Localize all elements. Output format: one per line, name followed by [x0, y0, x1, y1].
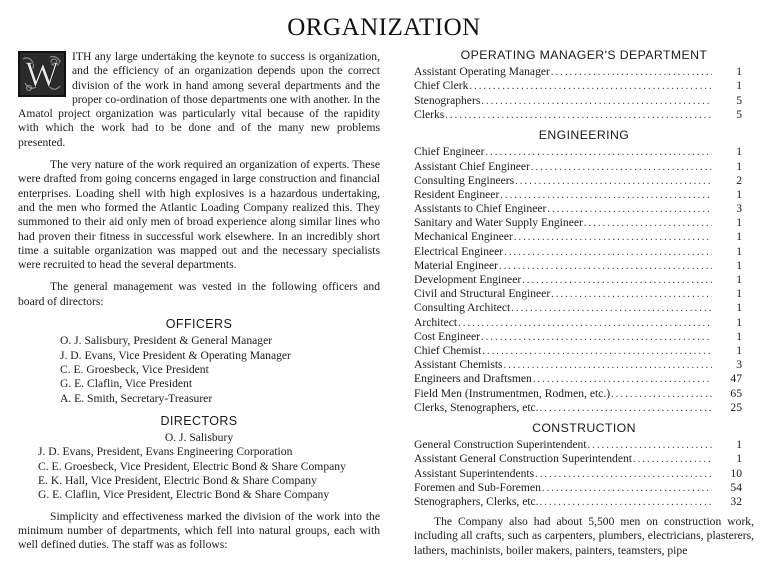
dot-leader — [540, 402, 712, 416]
dot-leader — [540, 496, 712, 510]
staff-row — [414, 301, 754, 315]
staff-row — [414, 94, 754, 108]
staff-row — [414, 188, 754, 202]
staff-count: 1 — [736, 301, 742, 315]
dot-leader — [511, 302, 712, 316]
closing-paragraph-right: The Company also had about 5,500 men on construction work, including all crafts, such as carpenters, plumbers, electricians, plasterers, lathers, machinists, boiler makers, painters, teamsters, pipe — [414, 515, 754, 557]
staff-row — [414, 330, 754, 344]
department-heading: ENGINEERING — [538, 128, 630, 143]
staff-count: 25 — [730, 400, 742, 414]
staff-row — [414, 401, 754, 415]
director-item: E. K. Hall, Vice President, Electric Bond & Share Company — [38, 474, 317, 488]
right-column — [414, 44, 754, 558]
staff-row — [414, 245, 754, 259]
staff-role: Assistant General Construction Superintendent — [414, 452, 632, 466]
dot-leader — [482, 345, 712, 359]
staff-count: 1 — [736, 343, 742, 357]
staff-row — [414, 387, 754, 401]
staff-row — [414, 108, 754, 122]
staff-row — [414, 344, 754, 358]
staff-role: Assistant Operating Manager — [414, 65, 550, 79]
staff-row — [414, 273, 754, 287]
staff-count: 5 — [736, 107, 742, 121]
staff-role: Clerks, Stenographers, etc. — [414, 400, 539, 414]
staff-role: Consulting Engineers — [414, 173, 515, 187]
closing-paragraph-left: Simplicity and effectiveness marked the division of the work into the minimum number of departments, which fell into natural groups, each with well defined duties. The staff was as follows: — [18, 509, 380, 552]
dot-leader — [535, 468, 712, 482]
staff-row — [414, 230, 754, 244]
officer-item: J. D. Evans, Vice President & Operating Manager — [60, 348, 291, 362]
staff-count: 1 — [736, 287, 742, 301]
staff-count: 1 — [736, 452, 742, 466]
dot-leader — [551, 288, 712, 302]
staff-role: Assistants to Chief Engineer — [414, 202, 547, 216]
staff-row — [414, 495, 754, 509]
staff-count: 1 — [736, 438, 742, 452]
staff-role: Material Engineer — [414, 258, 499, 272]
staff-count: 1 — [736, 159, 742, 173]
department-operating-manager-s-department — [414, 48, 754, 122]
staff-count: 2 — [736, 173, 742, 187]
staff-row — [414, 467, 754, 481]
staff-role: Stenographers — [414, 93, 481, 107]
staff-row — [414, 160, 754, 174]
dot-leader — [633, 453, 712, 467]
director-item: C. E. Groesbeck, Vice President, Electric Bond & Share Company — [38, 459, 346, 473]
dot-leader — [481, 95, 712, 109]
staff-role: Architect — [414, 315, 458, 329]
staff-count: 65 — [730, 386, 742, 400]
officers-heading: OFFICERS — [165, 317, 233, 332]
dot-leader — [551, 66, 712, 80]
dot-leader — [542, 482, 712, 496]
dot-leader — [504, 246, 712, 260]
staff-role: Assistant Chief Engineer — [414, 159, 530, 173]
staff-role: Electrical Engineer — [414, 244, 504, 258]
staff-row — [414, 316, 754, 330]
staff-count: 1 — [736, 145, 742, 159]
staff-row — [414, 358, 754, 372]
staff-role: Mechanical Engineer — [414, 230, 513, 244]
officers-list — [60, 334, 380, 405]
staff-count: 3 — [736, 358, 742, 372]
intro-paragraph-2: The very nature of the work required an organization of experts. These were drafted from going concerns engaged in large construction and financial enterprises. Loading shell with high explosives is a hazardous undertaking, and the men who formed the Atlantic Loading Company realized this. They summoned to their aid only men of broad experience along similar lines who had proven their fitness in successful work elsewhere. In an incredibly short time a suitable organization was mapped out and the necessary specialists were recruited to head the several departments. — [18, 158, 380, 272]
staff-count: 1 — [736, 273, 742, 287]
staff-count: 5 — [736, 93, 742, 107]
dot-leader — [533, 373, 712, 387]
director-item: J. D. Evans, President, Evans Engineering Corporation — [38, 445, 293, 459]
staff-count: 1 — [736, 315, 742, 329]
staff-count: 1 — [736, 65, 742, 79]
department-heading: CONSTRUCTION — [532, 420, 636, 435]
dot-leader — [500, 189, 712, 203]
intro-paragraph-1 — [18, 50, 380, 150]
staff-role: Foremen and Sub-Foremen — [414, 480, 541, 494]
staff-role: Chief Engineer — [414, 145, 485, 159]
staff-row — [414, 65, 754, 79]
staff-count: 47 — [730, 372, 742, 386]
left-column — [18, 50, 380, 561]
ornamental-drop-cap-w-icon — [18, 51, 66, 97]
dot-leader — [611, 388, 712, 402]
staff-row — [414, 79, 754, 93]
staff-row — [414, 259, 754, 273]
officer-item: C. E. Groesbeck, Vice President — [60, 362, 209, 376]
dot-leader — [504, 359, 712, 373]
dot-leader — [458, 317, 712, 331]
directors-list — [38, 431, 380, 502]
staff-count: 3 — [736, 202, 742, 216]
staff-role: Civil and Structural Engineer — [414, 287, 551, 301]
staff-role: Chief Chemist — [414, 343, 482, 357]
director-item: G. E. Claflin, Vice President, Electric Bond & Share Company — [38, 488, 330, 502]
staff-role: Chief Clerk — [414, 79, 469, 93]
staff-role: Stenographers, Clerks, etc. — [414, 494, 539, 508]
dot-leader — [469, 80, 712, 94]
staff-role: Resident Engineer — [414, 187, 500, 201]
dot-leader — [584, 217, 712, 231]
staff-departments — [414, 48, 754, 509]
officer-item: O. J. Salisbury, President & General Manager — [60, 334, 273, 348]
staff-role: Engineers and Draftsmen — [414, 372, 532, 386]
director-item: O. J. Salisbury — [164, 431, 234, 445]
officer-item: A. E. Smith, Secretary-Treasurer — [60, 391, 213, 405]
staff-row — [414, 481, 754, 495]
intro-paragraph-1-text: ITH any large undertaking the keynote to success is organization, and the efficiency of an organization depends upon the correct division of the work in hand among several departments and the proper co-ordination of those departments one with another. In the Amatol project organization was particularly vital because of the rapidity with which the work had to be done and of the many new problems presented. — [18, 50, 380, 149]
page-title: ORGANIZATION — [287, 14, 481, 41]
staff-count: 32 — [730, 494, 742, 508]
staff-role: Clerks — [414, 107, 445, 121]
dot-leader — [531, 161, 712, 175]
staff-count: 1 — [736, 329, 742, 343]
staff-row — [414, 202, 754, 216]
staff-role: Cost Engineer — [414, 329, 481, 343]
staff-count: 1 — [736, 216, 742, 230]
staff-count: 10 — [730, 466, 742, 480]
department-engineering — [414, 128, 754, 415]
staff-role: Assistant Superintendents — [414, 466, 535, 480]
staff-count: 1 — [736, 187, 742, 201]
staff-count: 1 — [736, 79, 742, 93]
staff-count: 1 — [736, 258, 742, 272]
intro-paragraph-3: The general management was vested in the following officers and board of directors: — [18, 280, 380, 308]
staff-count: 54 — [730, 480, 742, 494]
dot-leader — [499, 260, 712, 274]
staff-role: General Construction Superintendent — [414, 438, 587, 452]
staff-row — [414, 174, 754, 188]
dot-leader — [588, 439, 712, 453]
department-construction — [414, 421, 754, 509]
staff-row — [414, 452, 754, 466]
dot-leader — [486, 146, 712, 160]
directors-heading: DIRECTORS — [160, 413, 238, 428]
dot-leader — [481, 331, 712, 345]
staff-count: 1 — [736, 244, 742, 258]
dot-leader — [514, 231, 712, 245]
svg-text:W: W — [25, 54, 59, 94]
dot-leader — [522, 274, 712, 288]
staff-role: Assistant Chemists — [414, 358, 503, 372]
staff-row — [414, 438, 754, 452]
staff-role: Consulting Architect — [414, 301, 511, 315]
department-heading: OPERATING MANAGER'S DEPARTMENT — [460, 48, 708, 62]
staff-role: Sanitary and Water Supply Engineer — [414, 216, 583, 230]
dot-leader — [445, 109, 712, 123]
staff-row — [414, 287, 754, 301]
staff-role: Field Men (Instrumentmen, Rodmen, etc.) — [414, 386, 611, 400]
dot-leader — [515, 175, 712, 189]
dot-leader — [547, 203, 712, 217]
staff-row — [414, 145, 754, 159]
staff-role: Development Engineer — [414, 273, 522, 287]
staff-count: 1 — [736, 230, 742, 244]
staff-row — [414, 372, 754, 386]
officer-item: G. E. Claflin, Vice President — [60, 377, 193, 391]
staff-row — [414, 216, 754, 230]
